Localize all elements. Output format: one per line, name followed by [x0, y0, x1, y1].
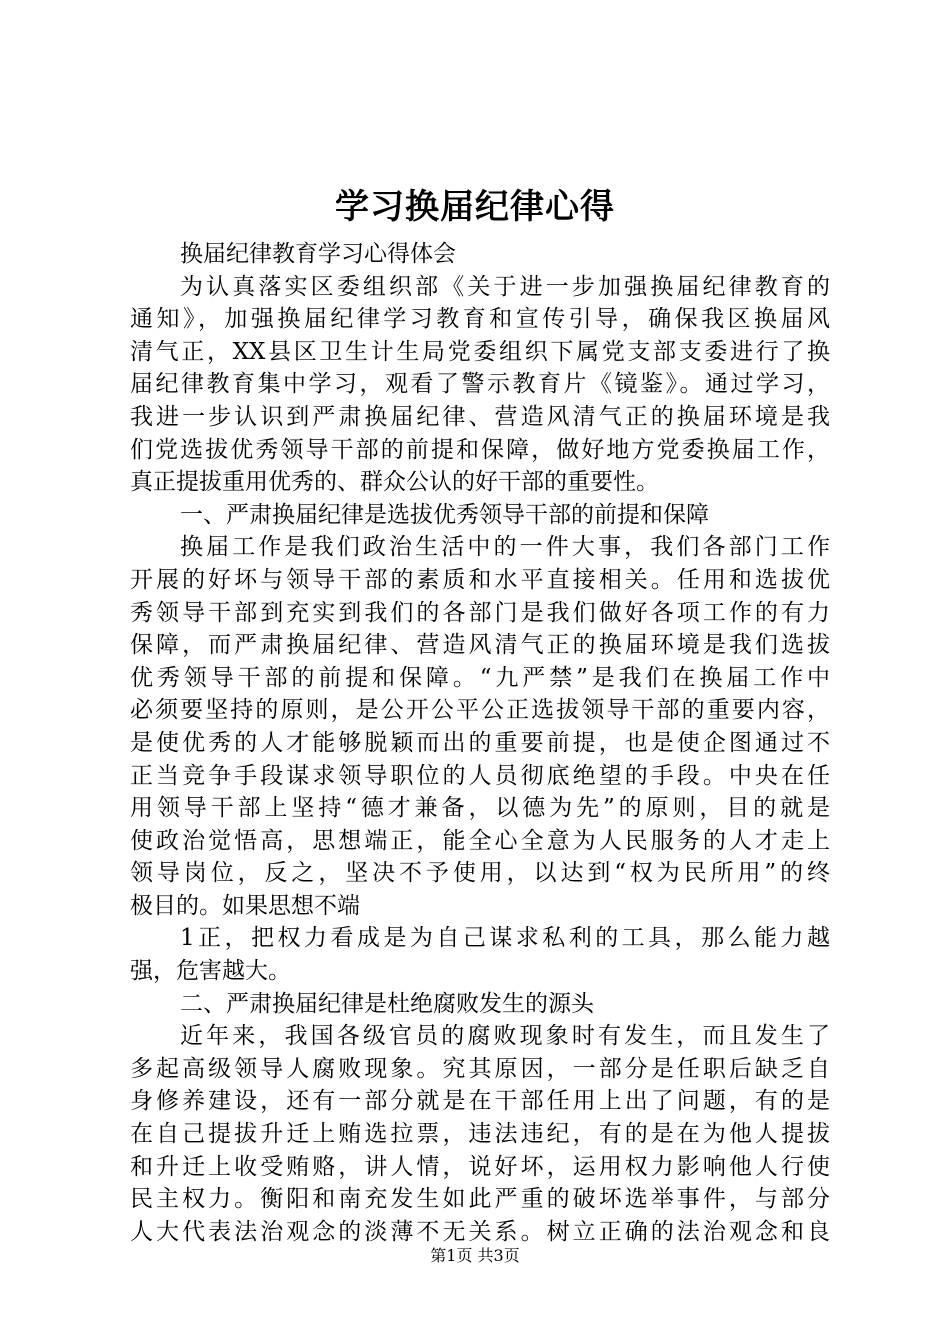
- text-line: 使政治觉悟高，思想端正，能全心全意为人民服务的人才走上: [130, 827, 830, 854]
- text-line: 在自己提拔升迁上贿选拉票，违法违纪，有的是在为他人提拔: [130, 1121, 830, 1148]
- text-line: 必须要坚持的原则，是公开公平公正选拔领导干部的重要内容，: [130, 697, 830, 724]
- text-line: 开展的好坏与领导干部的素质和水平直接相关。任用和选拔优: [130, 566, 830, 593]
- text-line: 通知》，加强换届纪律学习教育和宣传引导，确保我区换届风: [130, 306, 830, 333]
- text-line: 是使优秀的人才能够脱颖而出的重要前提，也是使企图通过不: [130, 729, 830, 756]
- text-line: 一、严肃换届纪律是选拔优秀领导干部的前提和保障: [180, 501, 709, 528]
- text-line: 我进一步认识到严肃换届纪律、营造风清气正的换届环境是我: [130, 403, 830, 430]
- document-title: 学习换届纪律心得: [335, 187, 615, 227]
- text-line: 优秀领导干部的前提和保障。“九严禁”是我们在换届工作中: [130, 664, 830, 691]
- text-line: 人大代表法治观念的淡薄不无关系。树立正确的法治观念和良: [130, 1218, 830, 1245]
- text-line: 二、严肃换届纪律是杜绝腐败发生的源头: [180, 990, 594, 1017]
- text-line: 用领导干部上坚持“德才兼备，以德为先”的原则，目的就是: [130, 795, 830, 822]
- text-line: 领导岗位，反之，坚决不予使用，以达到“权为民所用”的终: [130, 860, 830, 887]
- text-line: 强，危害越大。: [130, 958, 291, 985]
- text-line: 清气正，XX县区卫生计生局党委组织下属党支部支委进行了换: [130, 338, 830, 365]
- text-line: 换届纪律教育学习心得体会: [180, 241, 456, 267]
- text-line: 换届工作是我们政治生活中的一件大事，我们各部门工作: [180, 534, 830, 561]
- text-line: 多起高级领导人腐败现象。究其原因，一部分是任职后缺乏自: [130, 1055, 830, 1082]
- text-line: 秀领导干部到充实到我们的各部门是我们做好各项工作的有力: [130, 599, 830, 626]
- text-line: 和升迁上收受贿赂，讲人情，说好坏，运用权力影响他人行使: [130, 1153, 830, 1180]
- text-line: 身修养建设，还有一部分就是在干部任用上出了问题，有的是: [130, 1088, 830, 1115]
- page-footer: 第1页 共3页: [430, 1246, 520, 1265]
- document-body: [130, 238, 830, 1248]
- text-line: 极目的。如果思想不端: [130, 892, 360, 919]
- text-line: 为认真落实区委组织部《关于进一步加强换届纪律教育的: [180, 273, 830, 300]
- text-line: 1正，把权力看成是为自己谋求私利的工具，那么能力越: [180, 925, 830, 952]
- text-line: 正当竞争手段谋求领导职位的人员彻底绝望的手段。中央在任: [130, 762, 830, 789]
- text-line: 近年来，我国各级官员的腐败现象时有发生，而且发生了: [180, 1023, 830, 1050]
- text-line: 们党选拔优秀领导干部的前提和保障，做好地方党委换届工作，: [130, 436, 830, 463]
- text-line: 真正提拔重用优秀的、群众公认的好干部的重要性。: [130, 469, 659, 496]
- text-line: 届纪律教育集中学习，观看了警示教育片《镜鉴》。通过学习，: [130, 371, 830, 398]
- text-line: 保障，而严肃换届纪律、营造风清气正的换届环境是我们选拔: [130, 632, 830, 659]
- text-line: 民主权力。衡阳和南充发生如此严重的破坏选举事件，与部分: [130, 1186, 830, 1213]
